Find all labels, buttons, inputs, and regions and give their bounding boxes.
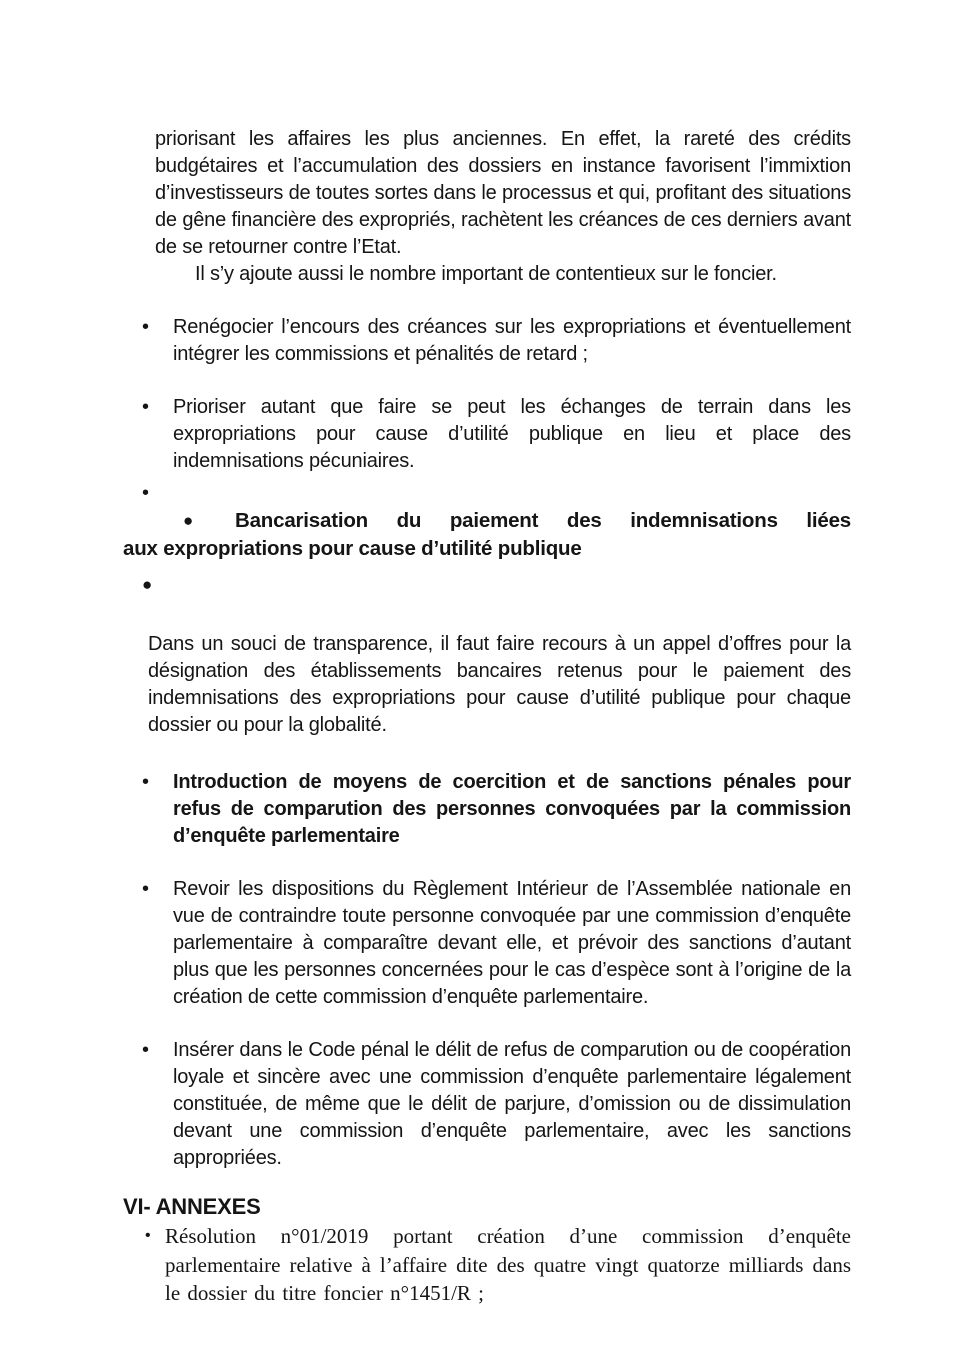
bullet-item-prioriser [123,394,851,475]
bullet-icon: • [142,771,149,793]
bullet-item-text: Renégocier l’encours des créances sur les expropriations et éventuellement intégrer les commissions et pénalités de retard ; [173,316,851,365]
heading-bancarisation-line2: aux expropriations pour cause d’utilité publique [123,537,582,560]
bullet-heading-introduction [123,769,851,850]
document-content [123,126,851,1308]
bullet-item-text: Insérer dans le Code pénal le délit de refus de comparution ou de coopération loyale et sincère avec une commission d’enquête parlementaire légalement constituée, de même que le délit de parjure, d’omission ou de dissimulation devant une commission d’enquête parlementaire, avec les sanctions appropriées. [173,1039,851,1169]
bullet-item-text: Revoir les dispositions du Règlement Intérieur de l’Assemblée nationale en vue de contraindre toute personne convoquée par une commission d’enquête parlementaire à comparaître devant elle, et prévoir des sanctions d’autant plus que les personnes concernées pour le cas d’espèce sont à l’origine de la création de cette commission d’enquête parlementaire. [173,878,851,1008]
bullet-item-renegocier [123,314,851,368]
bullet-item-revoir [123,876,851,1011]
heading-text: Introduction de moyens de coercition et de sanctions pénales pour refus de comparution des personnes convoquées par la commission d’enquête parlementaire [173,771,851,847]
bullet-icon: • [142,482,149,504]
section-heading-annexes: VI- ANNEXES [123,1194,261,1219]
paragraph-il-sy-ajoute: Il s’y ajoute aussi le nombre important de contentieux sur le foncier. [195,263,777,285]
bullet-icon: ● [183,511,194,530]
empty-bullet-item [123,481,851,505]
paragraph-priorisant: priorisant les affaires les plus anciennes. En effet, la rareté des crédits budgétaires et l’accumulation des dossiers en instance favorisent l’immixtion d’investisseurs de toutes sortes dans le processus et qui, profitant des situations de gêne financière des expropriés, rachètent les créances de ces derniers avant de se retourner contre l’Etat. [155,128,851,258]
bullet-icon: • [142,1039,149,1061]
annex-item-text: Résolution n°01/2019 portant création d’une commission d’enquête parlementaire relative à l’affaire dite des quatre vingt quatorze milliards dans le dossier du titre foncier n°1451/R ; [165,1224,851,1305]
heading-text: Bancarisation du paiement des indemnisations liées [235,509,851,532]
bullet-item-inserer [123,1037,851,1172]
annex-item-resolution [123,1222,851,1308]
bullet-icon: • [145,1227,151,1244]
empty-bullet-item [123,573,851,597]
bullet-icon: ● [142,575,153,594]
bullet-icon: • [142,316,149,338]
heading-bancarisation-line1 [123,507,851,535]
heading-bancarisation [123,507,851,563]
bullet-icon: • [142,396,149,418]
bullet-icon: • [142,878,149,900]
bullet-item-text: Prioriser autant que faire se peut les échanges de terrain dans les expropriations pour cause d’utilité publique en lieu et place des indemnisations pécuniaires. [173,396,851,472]
paragraph-transparence: Dans un souci de transparence, il faut faire recours à un appel d’offres pour la désignation des établissements bancaires retenus pour le paiement des indemnisations des expropriations pour cause d’utilité publique pour chaque dossier ou pour la globalité. [148,633,851,736]
